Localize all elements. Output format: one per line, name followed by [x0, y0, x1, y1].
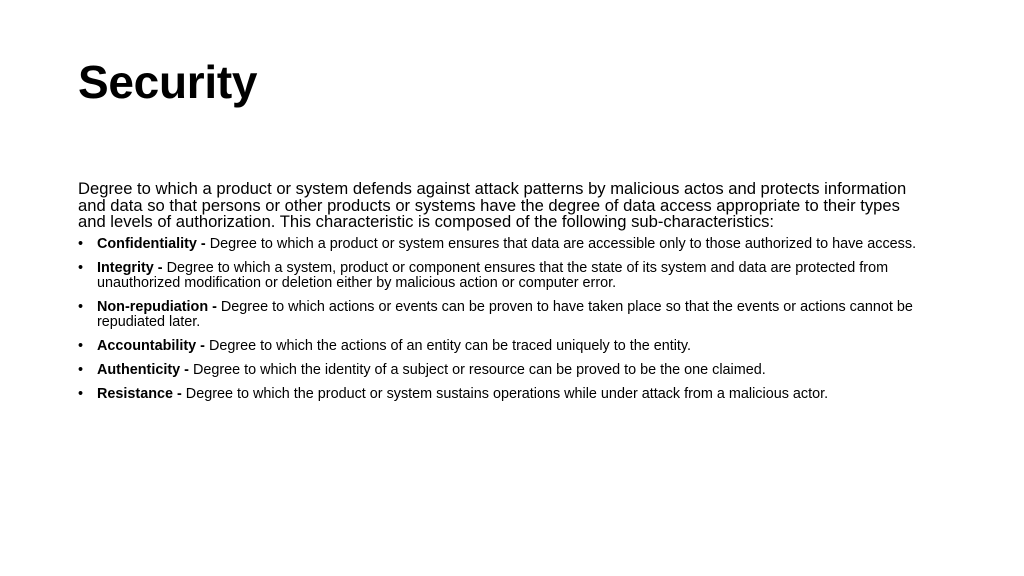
list-item-resistance [78, 387, 958, 402]
bullet-icon: • [78, 361, 84, 378]
term-label: Authenticity - [97, 361, 189, 378]
bullet-icon: • [78, 337, 84, 354]
slide-body [78, 181, 958, 411]
list-item-non-repudiation [78, 300, 958, 330]
term-label: Non-repudiation - [97, 298, 217, 315]
term-label: Confidentiality - [97, 235, 206, 252]
term-description: Degree to which actions or events can be proven to have taken place so that the events or actions cannot be repudiated later. [97, 298, 913, 330]
term-description: Degree to which the identity of a subject or resource can be proved to be the one claimed. [192, 361, 766, 378]
intro-paragraph: Degree to which a product or system defends against attack patterns by malicious actos and protects information and data so that persons or other products or systems have the degree of data access appropriate to their types and levels of authorization. This characteristic is composed of the following sub-characteristics: [78, 179, 907, 231]
list-item-authenticity [78, 363, 958, 378]
term-label: Accountability - [97, 337, 205, 354]
term-description: Degree to which the product or system sustains operations while under attack from a malicious actor. [185, 385, 829, 402]
term-description: Degree to which the actions of an entity can be traced uniquely to the entity. [208, 337, 692, 354]
list-item-accountability [78, 339, 958, 354]
bullet-icon: • [78, 385, 84, 402]
slide-title: Security [78, 56, 258, 108]
bullet-icon: • [78, 235, 84, 252]
list-item-confidentiality [78, 237, 958, 252]
term-label: Resistance - [97, 385, 182, 402]
term-description: Degree to which a system, product or component ensures that the state of its system and data are protected from unauthorized modification or deletion either by malicious action or computer error. [97, 259, 889, 291]
term-label: Integrity - [97, 259, 163, 276]
term-description: Degree to which a product or system ensures that data are accessible only to those authorized to have access. [209, 235, 917, 252]
sub-characteristics-list [78, 237, 958, 402]
list-item-integrity [78, 261, 958, 291]
bullet-icon: • [78, 298, 84, 315]
bullet-icon: • [78, 259, 84, 276]
